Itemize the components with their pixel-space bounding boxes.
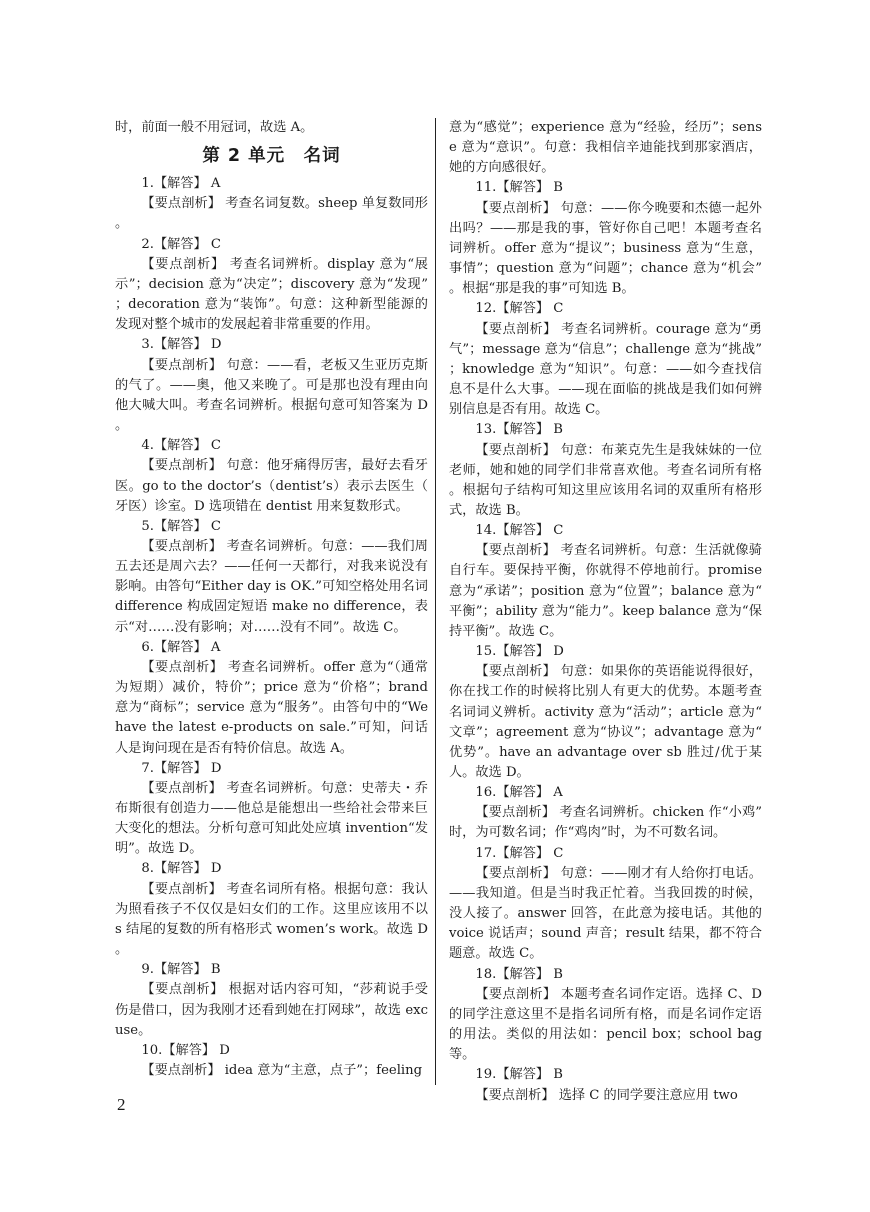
- answer-line: 16.【解答】 A: [475, 785, 563, 801]
- answer-line: 7.【解答】 D: [141, 760, 222, 776]
- answer-line: 9.【解答】 B: [141, 962, 221, 978]
- analysis-paragraph: 【要点剖析】 句意：他牙痛得厉害，最好去看牙医。go to the doctor’s（dentist’s）表示去医生（牙医）诊室。D 选项错在 dentist 用来复数形式。: [115, 458, 428, 514]
- analysis-paragraph: 【要点剖析】 考查名词辨析。chicken 作“小鸡”时，为可数名词；作“鸡肉”时，为不可数名词。: [449, 805, 762, 841]
- analysis-paragraph: 【要点剖析】 根据对话内容可知，“莎莉说手受伤是借口，因为我刚才还看到她在打网球”，故选 excuse。: [115, 982, 428, 1038]
- analysis-paragraph: 【要点剖析】 句意：布莱克先生是我妹妹的一位老师，她和她的同学们非常喜欢他。考查名词所有格。根据句子结构可知这里应该用名词的双重所有格形式，故选 B。: [449, 442, 762, 518]
- left-column: [115, 118, 428, 1081]
- analysis-paragraph: 【要点剖析】 考查名词辨析。句意：生活就像骑自行车。要保持平衡，你就得不停地前行。promise 意为“承诺”；position 意为“位置”；balance 意为“平衡”；ability 意为“能力”。keep balance 意为“保持平衡”。故选 C。: [449, 543, 762, 639]
- answer-line: 13.【解答】 B: [475, 422, 563, 438]
- analysis-paragraph: 【要点剖析】 句意：——刚才有人给你打电话。——我知道。但是当时我正忙着。当我回拨的时候，没人接了。answer 回答，在此意为接电话。其他的 voice 说话声；sound 声音；result 结果，都不符合题意。故选 C。: [449, 865, 762, 962]
- analysis-paragraph: 【要点剖析】 考查名词复数。sheep 单复数同形。: [115, 196, 428, 232]
- analysis-paragraph: 【要点剖析】 句意：如果你的英语能说得很好，你在找工作的时候将比别人有更大的优势。本题考查名词词义辨析。activity 意为“活动”；article 意为“文章”；agreement 意为“协议”；advantage 意为“优势”。have an advantage over sb 胜过/优于某人。故选 D。: [449, 664, 762, 780]
- analysis-paragraph: 【要点剖析】 考查名词辨析。courage 意为“勇气”；message 意为“信息”；challenge 意为“挑战”；knowledge 意为“知识”。句意：——如今查找信息不是什么大事。——现在面临的挑战是我们如何辨别信息是否有用。故选 C。: [449, 321, 762, 418]
- analysis-paragraph: 【要点剖析】 句意：——看，老板又生亚历克斯的气了。——奥，他又来晚了。可是那也没有理由向他大喊大叫。考查名词辨析。根据句意可知答案为 D。: [115, 357, 428, 434]
- analysis-paragraph: 【要点剖析】 考查名词辨析。display 意为“展示”；decision 意为“决定”；discovery 意为“发现”；decoration 意为“装饰”。句意：这种新型能源的发现对整个城市的发展起着非常重要的作用。: [115, 256, 428, 333]
- analysis-paragraph: 【要点剖析】 选择 C 的同学要注意应用 two: [475, 1087, 738, 1103]
- left-intro: 时，前面一般不用冠词，故选 A。: [115, 120, 314, 135]
- answer-line: 11.【解答】 B: [475, 180, 563, 196]
- answer-line: 12.【解答】 C: [475, 301, 564, 317]
- answer-line: 17.【解答】 C: [475, 845, 564, 861]
- answer-line: 15.【解答】 D: [475, 644, 564, 660]
- answer-line: 2.【解答】 C: [141, 236, 222, 252]
- answer-line: 19.【解答】 B: [475, 1067, 563, 1083]
- right-intro: 意为“感觉”；experience 意为“经验，经历”；sense 意为“意识”。句意：我相信辛迪能找到那家酒店，她的方向感很好。: [449, 120, 762, 176]
- column-divider: [435, 118, 436, 1085]
- page-number: 2: [117, 1095, 126, 1114]
- analysis-paragraph: 【要点剖析】 本题考查名词作定语。选择 C、D 的同学注意这里不是指名词所有格，而是名词作定语的用法。类似的用法如：pencil box；school bag 等。: [449, 986, 762, 1063]
- right-items: [449, 178, 762, 1105]
- left-items: [115, 174, 428, 1081]
- answer-line: 18.【解答】 B: [475, 966, 563, 982]
- answer-line: 8.【解答】 D: [141, 861, 222, 877]
- answer-line: 4.【解答】 C: [141, 438, 222, 454]
- analysis-paragraph: 【要点剖析】 idea 意为“主意，点子”；feeling: [141, 1063, 423, 1079]
- analysis-paragraph: 【要点剖析】 考查名词辨析。句意：史蒂夫・乔布斯很有创造力——他总是能想出一些给社会带来巨大变化的想法。分析句意可知此处应填 invention“发明”。故选 D。: [115, 780, 428, 857]
- answer-line: 10.【解答】 D: [141, 1042, 230, 1058]
- answer-line: 1.【解答】 A: [141, 176, 221, 192]
- analysis-paragraph: 【要点剖析】 考查名词辨析。句意：——我们周五去还是周六去？——任何一天都行，对我来说没有影响。由答句“Either day is OK.”可知空格处用名词 difference 构成固定短语 make no difference，表示“对……没有影响；对……没有不同”。故选 C。: [115, 538, 428, 635]
- unit-title: 第 2 单元 名词: [202, 146, 341, 167]
- analysis-paragraph: 【要点剖析】 考查名词辨析。offer 意为“（通常为短期）减价，特价”；price 意为“价格”；brand 意为“商标”；service 意为“服务”。由答句中的“We have the latest e-products on sale.”可知，问话人是询问现在是否有特价信息。故选 A。: [115, 659, 428, 756]
- analysis-paragraph: 【要点剖析】 考查名词所有格。根据句意：我认为照看孩子不仅仅是妇女们的工作。这里应该用不以 s 结尾的复数的所有格形式 women’s work。故选 D。: [115, 881, 428, 958]
- answer-line: 6.【解答】 A: [141, 639, 221, 655]
- analysis-paragraph: 【要点剖析】 句意：——你今晚要和杰德一起外出吗？——那是我的事，管好你自己吧！本题考查名词辨析。offer 意为“提议”；business 意为“生意，事情”；question 意为“问题”；chance 意为“机会”。根据“那是我的事”可知选 B。: [449, 200, 762, 297]
- answer-line: 14.【解答】 C: [475, 523, 564, 539]
- right-column: [449, 118, 762, 1106]
- answer-line: 3.【解答】 D: [141, 337, 222, 353]
- answer-line: 5.【解答】 C: [141, 518, 222, 534]
